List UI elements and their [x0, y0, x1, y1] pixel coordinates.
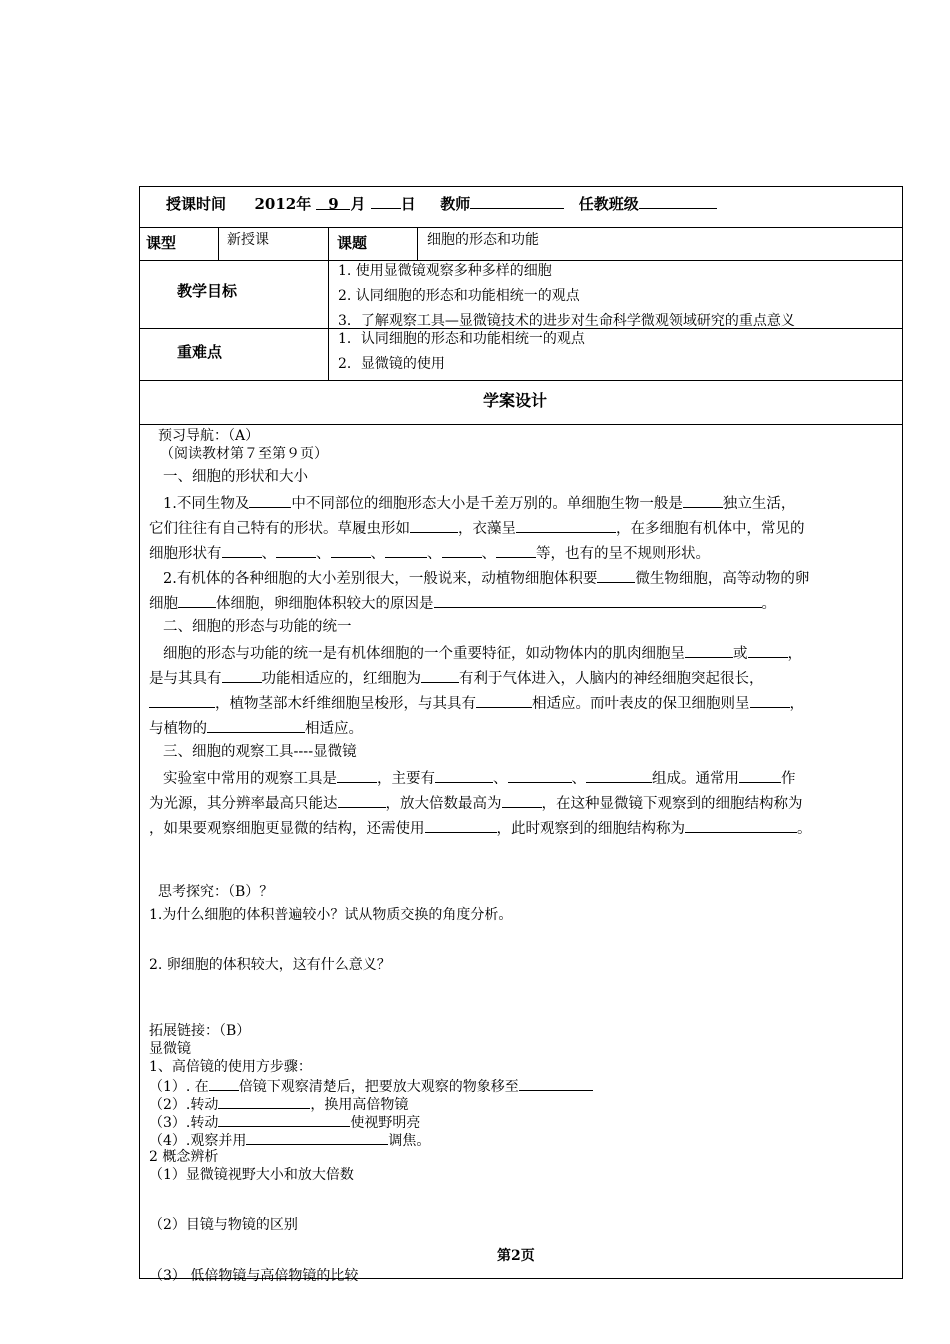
text: （2）.转动 [149, 1097, 219, 1113]
goals-label: 教学目标 [177, 282, 238, 300]
table-rule [218, 227, 219, 260]
text: 调焦。 [388, 1133, 431, 1149]
fill-blank[interactable] [222, 543, 262, 558]
design-title: 学案设计 [483, 391, 548, 410]
fill-blank[interactable] [442, 543, 482, 558]
teacher-blank[interactable] [470, 194, 564, 209]
keypoint-item: 2．显微镜的使用 [338, 356, 445, 372]
goal-item: 1. 使用显微镜观察多种多样的细胞 [338, 263, 552, 279]
fill-blank[interactable] [519, 1076, 593, 1091]
text: （1）. 在 [149, 1079, 209, 1095]
text: 。 [761, 596, 776, 612]
table-rule [417, 227, 418, 260]
text: 为光源，其分辨率最高只能达 [149, 796, 338, 812]
text: （3）.转动 [149, 1115, 219, 1131]
paragraph-line [149, 668, 764, 688]
section-title: 二、细胞的形态与功能的统一 [163, 619, 352, 635]
think-title: 思考探究：（B）？ [158, 884, 274, 900]
page-number: 第2页 [497, 1248, 535, 1264]
teacher-label: 教师 [440, 195, 471, 213]
fill-blank[interactable] [338, 793, 386, 808]
topic-value: 细胞的形态和功能 [427, 232, 539, 248]
fill-blank[interactable] [685, 643, 733, 658]
keypoint-item: 1．认同细胞的形态和功能相统一的观点 [338, 331, 585, 347]
preview-title: 预习导航：（A） [158, 428, 260, 444]
fill-blank[interactable] [246, 1130, 388, 1145]
text: 细胞 [149, 596, 178, 612]
month-suffix: 月 [350, 195, 366, 213]
fill-blank[interactable] [337, 768, 377, 783]
text: 独立生活， [722, 496, 796, 512]
text: 相适应。 [305, 721, 363, 737]
text: 有利于气体进入，人脑内的神经细胞突起很长， [459, 671, 764, 687]
lesson-type-label: 课型 [146, 234, 177, 252]
paragraph-line [149, 518, 805, 538]
concept-title: 2 概念辨析 [149, 1149, 219, 1165]
text: ，放大倍数最高为 [385, 796, 502, 812]
steps-title: 1、高倍镜的使用方步骤： [149, 1059, 312, 1075]
table-rule [139, 260, 903, 261]
table-rule [328, 227, 329, 380]
section-title: 三、细胞的观察工具----显微镜 [163, 744, 357, 760]
text: 2.有机体的各种细胞的大小差别很大，一般说来，动植物细胞体积要 [163, 571, 598, 587]
fill-blank[interactable] [739, 768, 781, 783]
text: （4）.观察并用 [149, 1133, 247, 1149]
text: ，在这种显微镜下观察到的细胞结构称为 [541, 796, 803, 812]
text: ，衣藻呈 [458, 521, 516, 537]
fill-blank[interactable] [434, 593, 762, 608]
step-item [149, 1130, 430, 1150]
paragraph-line [163, 568, 809, 588]
text: ，主要有 [377, 771, 435, 787]
text: 、 [370, 546, 385, 562]
text: 或 [733, 646, 748, 662]
paragraph-line [149, 543, 710, 563]
paragraph-line [149, 818, 812, 838]
fill-blank[interactable] [410, 518, 458, 533]
fill-blank[interactable] [508, 768, 572, 783]
goal-item: 3．了解观察工具—显微镜技术的进步对生命科学微观领域研究的重点意义 [338, 313, 795, 329]
think-question: 2. 卵细胞的体积较大，这有什么意义？ [149, 957, 391, 973]
fill-blank[interactable] [178, 593, 216, 608]
text: 倍镜下观察清楚后，把要放大观察的物象移至 [238, 1079, 519, 1095]
extend-sub: 显微镜 [149, 1041, 191, 1057]
fill-blank[interactable] [218, 1094, 310, 1109]
fill-blank[interactable] [683, 493, 723, 508]
paragraph-line [149, 718, 363, 738]
step-item [149, 1094, 408, 1114]
fill-blank[interactable] [331, 543, 371, 558]
paragraph-line [149, 793, 803, 813]
fill-blank[interactable] [276, 543, 316, 558]
text: ，此时观察到的细胞结构称为 [496, 821, 685, 837]
text: 使视野明亮 [350, 1115, 421, 1131]
text: ，在多细胞有机体中，常见的 [616, 521, 805, 537]
text: 作 [781, 771, 796, 787]
class-label: 任教班级 [578, 195, 639, 213]
table-rule [139, 380, 903, 381]
text: 。 [797, 821, 812, 837]
text: 相适应。而叶表皮的保卫细胞则呈 [532, 696, 750, 712]
extend-title: 拓展链接：（B） [149, 1023, 251, 1039]
section-title: 一、细胞的形状和大小 [163, 469, 308, 485]
text: 实验室中常用的观察工具是 [163, 771, 337, 787]
think-question: 1.为什么细胞的体积普遍较小？试从物质交换的角度分析。 [149, 907, 513, 923]
paragraph-line [163, 493, 795, 513]
text: ，植物茎部木纤维细胞呈梭形，与其具有 [215, 696, 476, 712]
day-suffix: 日 [400, 195, 416, 213]
fill-blank[interactable] [149, 693, 215, 708]
fill-blank[interactable] [222, 668, 262, 683]
fill-blank[interactable] [502, 793, 542, 808]
text: 、 [571, 771, 586, 787]
time-label: 授课时间 [166, 195, 227, 213]
text: 等，也有的呈不规则形状。 [536, 546, 710, 562]
header-row [166, 194, 717, 213]
topic-label: 课题 [337, 234, 368, 252]
fill-blank[interactable] [597, 568, 635, 583]
paragraph-line [149, 593, 776, 613]
text: 细胞的形态与功能的统一是有机体细胞的一个重要特征，如动物体内的肌肉细胞呈 [163, 646, 685, 662]
preview-read: （阅读教材第７至第９页） [160, 446, 328, 462]
paragraph-line [163, 643, 802, 663]
day-blank[interactable] [371, 194, 401, 209]
fill-blank[interactable] [249, 493, 291, 508]
step-item [149, 1076, 593, 1096]
fill-blank[interactable] [516, 518, 616, 533]
text: 中不同部位的细胞形态大小是千差万别的。单细胞生物一般是 [291, 496, 683, 512]
text: ， [787, 646, 802, 662]
fill-blank[interactable] [207, 718, 305, 733]
class-blank[interactable] [639, 194, 717, 209]
text: 与植物的 [149, 721, 207, 737]
fill-blank[interactable] [218, 1112, 350, 1127]
text: 组成。通常用 [652, 771, 739, 787]
text: 微生物细胞，高等动物的卵 [635, 571, 810, 587]
text: 、 [481, 546, 496, 562]
paragraph-line [149, 693, 804, 713]
text: 、 [427, 546, 442, 562]
year-suffix: 年 [296, 195, 312, 213]
table-rule [139, 424, 903, 425]
goal-item: 2. 认同细胞的形态和功能相统一的观点 [338, 288, 580, 304]
paragraph-line [163, 768, 796, 788]
text: ， [789, 696, 804, 712]
fill-blank[interactable] [425, 818, 497, 833]
lesson-type-value: 新授课 [227, 232, 269, 248]
text: 1.不同生物及 [163, 496, 250, 512]
fill-blank[interactable] [586, 768, 652, 783]
keypoints-label: 重难点 [177, 343, 223, 361]
text: ，如果要观察细胞更显微的结构，还需使用 [149, 821, 425, 837]
text: 是与其具有 [149, 671, 222, 687]
concept-item: （3） 低倍物镜与高倍物镜的比较 [149, 1268, 359, 1284]
fill-blank[interactable] [685, 818, 797, 833]
text: 、 [316, 546, 331, 562]
fill-blank[interactable] [385, 543, 427, 558]
text: 功能相适应的，红细胞为 [261, 671, 421, 687]
fill-blank[interactable] [496, 543, 536, 558]
text: 细胞形状有 [149, 546, 222, 562]
fill-blank[interactable] [209, 1076, 239, 1091]
concept-item: （1）显微镜视野大小和放大倍数 [149, 1167, 354, 1183]
fill-blank[interactable] [748, 643, 788, 658]
concept-item: （2）目镜与物镜的区别 [149, 1217, 298, 1233]
month-value[interactable]: 9 [316, 195, 350, 210]
step-item [149, 1112, 420, 1132]
year-value: 2012 [254, 195, 297, 213]
fill-blank[interactable] [421, 668, 459, 683]
fill-blank[interactable] [476, 693, 532, 708]
fill-blank[interactable] [750, 693, 790, 708]
text: 体细胞，卵细胞体积较大的原因是 [216, 596, 434, 612]
fill-blank[interactable] [435, 768, 493, 783]
text: 它们往往有自己特有的形状。草履虫形如 [149, 521, 410, 537]
table-rule [139, 227, 903, 228]
text: 、 [493, 771, 508, 787]
text: ，换用高倍物镜 [310, 1097, 409, 1113]
text: 、 [261, 546, 276, 562]
